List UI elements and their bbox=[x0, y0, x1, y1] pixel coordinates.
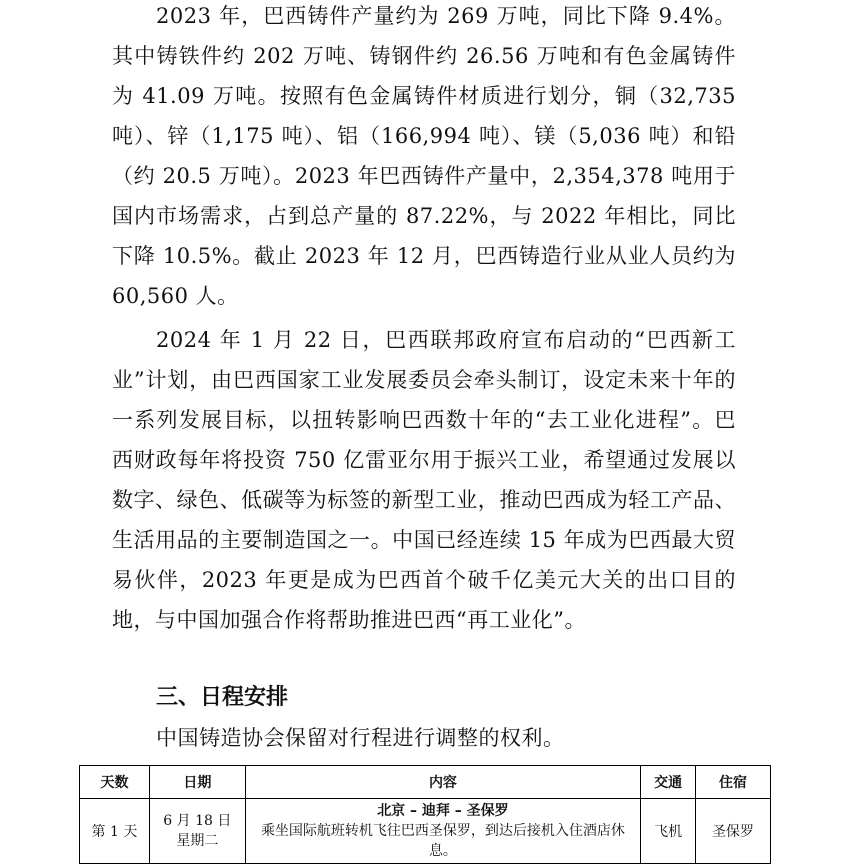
schedule-note: 中国铸造协会保留对行程进行调整的权利。 bbox=[156, 726, 565, 750]
cell-transport: 飞机 bbox=[641, 799, 696, 864]
cell-day: 第 1 天 bbox=[80, 799, 150, 864]
table-header-row bbox=[80, 766, 771, 799]
cell-lodging: 圣保罗 bbox=[696, 799, 771, 864]
schedule-table bbox=[79, 765, 771, 864]
section-heading-schedule: 三、日程安排 bbox=[156, 685, 289, 710]
table-row bbox=[80, 799, 771, 864]
header-transport: 交通 bbox=[641, 766, 696, 799]
header-day: 天数 bbox=[80, 766, 150, 799]
cell-content bbox=[245, 799, 640, 864]
route-description: 乘坐国际航班转机飞往巴西圣保罗，到达后接机入住酒店休息。 bbox=[260, 823, 625, 859]
route-title: 北京 – 迪拜 – 圣保罗 bbox=[377, 803, 509, 819]
paragraph-foundry-output: 2023 年，巴西铸件产量约为 269 万吨，同比下降 9.4%。其中铸铁件约 202 万吨、铸钢件约 26.56 万吨和有色金属铸件为 41.09 万吨。按照有色金属铸件材质进行划分，铜（32,735 吨）、锌（1,175 吨）、铝（166,994 吨）、镁（5,036 吨）和铅（约 20.5 万吨）。2023 年巴西铸件产量中，2,354,378 吨用于国内市场需求，占到总产量的 87.22%，与 2022 年相比，同比下降 10.5%。截止 2023 年 12 月，巴西铸造行业从业人员约为 60,560 人。 bbox=[112, 4, 736, 308]
header-date: 日期 bbox=[149, 766, 245, 799]
date-text: 6 月 18 日 bbox=[163, 813, 232, 829]
weekday-text: 星期二 bbox=[176, 833, 219, 849]
paragraph-new-industry-plan: 2024 年 1 月 22 日，巴西联邦政府宣布启动的“巴西新工业”计划，由巴西国家工业发展委员会牵头制订，设定未来十年的一系列发展目标，以扭转影响巴西数十年的“去工业化进程”。巴西财政每年将投资 750 亿雷亚尔用于振兴工业，希望通过发展以数字、绿色、低碳等为标签的新型工业，推动巴西成为轻工产品、生活用品的主要制造国之一。中国已经连续 15 年成为巴西最大贸易伙伴，2023 年更是成为巴西首个破千亿美元大关的出口目的地，与中国加强合作将帮助推进巴西“再工业化”。 bbox=[112, 328, 736, 632]
header-content: 内容 bbox=[245, 766, 640, 799]
cell-date bbox=[149, 799, 245, 864]
header-lodging: 住宿 bbox=[696, 766, 771, 799]
